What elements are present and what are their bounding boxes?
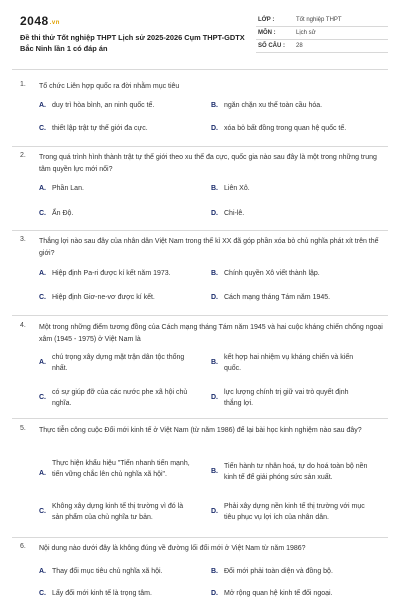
question-3: 3. Thắng lợi nào sau đây của nhân dân Việt Nam trong thế kỉ XX đã góp phần xóa bỏ chủ nghĩa phát xít trên thế giới? A. Hiệp định Pa-ri được kí kết năm 1973. B. Chính quyền Xô viết thành lập. C. Hiệp định Giơ-ne-vơ được kí kết. D. Cách mạng tháng Tám năm 1945. <box>12 236 388 316</box>
question-number: 6. <box>20 543 26 550</box>
question-number: 5. <box>20 425 26 432</box>
question-2: 2. Trong quá trình hình thành trật tự thế giới theo xu thế đa cực, quốc gia nào sau đây là một trong những trung tâm quyền lực mới nổi? A. Phần Lan. B. Liên Xô. C. Ấn Độ. D. Chi-lê. <box>12 152 388 232</box>
meta-question-count: SỐ CÂU : 28 <box>256 40 388 53</box>
divider <box>12 537 388 538</box>
exam-title: Đề thi thử Tốt nghiệp THPT Lịch sử 2025-2026 Cụm THPT-GDTX Bắc Ninh lần 1 có đáp án <box>20 33 245 53</box>
question-text: Tổ chức Liên hợp quốc ra đời nhằm mục tiêu <box>39 83 180 90</box>
divider <box>12 69 388 70</box>
divider <box>12 315 388 316</box>
question-number: 4. <box>20 322 26 329</box>
divider <box>12 418 388 419</box>
question-text: Thực tiễn công cuộc Đổi mới kinh tế ở Việt Nam (từ năm 1986) để lại bài học kinh nghiệm nào sau đây? <box>39 427 362 434</box>
meta-subject: MÔN : Lịch sử <box>256 27 388 40</box>
exam-meta <box>256 14 388 53</box>
question-1: 1. Tổ chức Liên hợp quốc ra đời nhằm mục tiêu A. duy trì hòa bình, an ninh quốc tế. B. ngăn chặn xu thế toàn cầu hóa. C. thiết lập trật tự thế giới đa cực. D. xóa bỏ bất đồng trong quan hệ quốc tế. <box>12 81 388 145</box>
question-6: 6. Nội dung nào dưới đây là không đúng về đường lối đổi mới ở Việt Nam từ năm 1986? A. Thay đổi mục tiêu chủ nghĩa xã hội. B. Đổi mới phải toàn diện và đồng bộ. C. Lấy đổi mới kinh tế là trọng tâm. D. Mở rộng quan hệ kinh tế đối ngoại. <box>12 543 388 600</box>
question-5: 5. Thực tiễn công cuộc Đổi mới kinh tế ở Việt Nam (từ năm 1986) để lại bài học kinh nghiệm nào sau đây? A. Thực hiện khẩu hiệu "Tiến nhanh tiến mạnh, tiến vững chắc lên chủ nghĩa xã hội". B. Tiến hành tư nhân hoá, tự do hoá toàn bộ nền kinh tế để giải phóng sức sản xuất. C. Không xây dựng kinh tế thị trường vì đó là sản phẩm của chủ nghĩa tư bản. D. Phải xây dựng nền kinh tế thị trường với mục tiêu phục vụ lợi ích của nhân dân. <box>12 425 388 533</box>
question-4: 4. Một trong những điểm tương đồng của Cách mạng tháng Tám năm 1945 và hai cuộc kháng chiến chống ngoại xâm (1945 - 1975) ở Việt Nam là A. chú trọng xây dựng mặt trận dân tộc thống nhất. B. kết hợp hai nhiệm vụ kháng chiến và kiến quốc. C. có sự giúp đỡ của các nước phe xã hội chủ nghĩa. D. lực lượng chính trị giữ vai trò quyết định thắng lợi. <box>12 322 388 418</box>
exam-header <box>12 14 388 60</box>
question-text: Nội dung nào dưới đây là không đúng về đường lối đổi mới ở Việt Nam từ năm 1986? <box>39 545 306 552</box>
divider <box>12 230 388 231</box>
question-number: 2. <box>20 152 26 159</box>
question-text: Một trong những điểm tương đồng của Cách mạng tháng Tám năm 1945 và hai cuộc kháng chiến chống ngoại xâm (1945 - 1975) ở Việt Nam là <box>39 324 383 343</box>
brand-logo[interactable]: 2048.vn <box>20 14 60 28</box>
question-text: Thắng lợi nào sau đây của nhân dân Việt Nam trong thế kỉ XX đã góp phần xóa bỏ chủ nghĩa phát xít trên thế giới? <box>39 238 379 257</box>
question-number: 1. <box>20 81 26 88</box>
question-number: 3. <box>20 236 26 243</box>
question-text: Trong quá trình hình thành trật tự thế giới theo xu thế đa cực, quốc gia nào sau đây là một trong những trung tâm quyền lực mới nổi? <box>39 154 377 173</box>
divider <box>12 146 388 147</box>
meta-class: LỚP : Tốt nghiệp THPT <box>256 14 388 27</box>
